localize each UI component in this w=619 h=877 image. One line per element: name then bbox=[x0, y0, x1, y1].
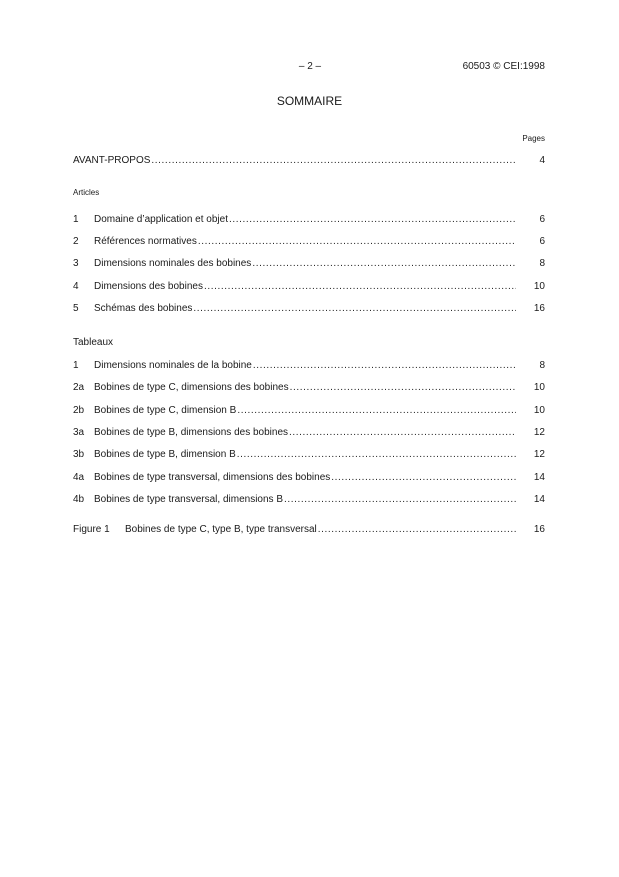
document-reference: 60503 © CEI:1998 bbox=[462, 61, 545, 72]
toc-leader-dots bbox=[237, 405, 516, 417]
toc-entry-table[interactable] bbox=[73, 472, 545, 484]
toc-entry-title: Schémas des bobines bbox=[94, 303, 193, 314]
toc-entry-title: Bobines de type C, type B, type transversal bbox=[125, 524, 317, 535]
toc-leader-dots bbox=[290, 382, 516, 394]
toc-entry-page: 8 bbox=[539, 258, 545, 269]
toc-leader-dots bbox=[229, 214, 516, 226]
toc-entry-foreword[interactable] bbox=[73, 155, 545, 167]
toc-entry-number: 2a bbox=[73, 382, 85, 393]
toc-entry-table[interactable] bbox=[73, 449, 545, 461]
toc-entry-title: AVANT-PROPOS bbox=[73, 155, 151, 166]
toc-entry-table[interactable] bbox=[73, 405, 545, 417]
toc-entry-page: 8 bbox=[539, 360, 545, 371]
toc-entry-page: 10 bbox=[533, 382, 545, 393]
toc-leader-dots bbox=[253, 360, 516, 372]
toc-leader-dots bbox=[237, 449, 516, 461]
toc-entry-title: Bobines de type transversal, dimensions B bbox=[94, 494, 283, 505]
toc-entry-number: Figure 1 bbox=[73, 524, 110, 535]
toc-entry-title: Références normatives bbox=[94, 236, 197, 247]
toc-entry-title: Dimensions nominales de la bobine bbox=[94, 360, 252, 371]
toc-entry-number: 2 bbox=[73, 236, 79, 247]
toc-entry-page: 12 bbox=[533, 449, 545, 460]
toc-entry-page: 16 bbox=[533, 303, 545, 314]
toc-leader-dots bbox=[289, 427, 516, 439]
toc-entry-page: 14 bbox=[533, 472, 545, 483]
toc-entry-page: 10 bbox=[533, 405, 545, 416]
toc-leader-dots bbox=[193, 303, 516, 315]
toc-entry-page: 14 bbox=[533, 494, 545, 505]
toc-entry-title: Bobines de type transversal, dimensions des bobines bbox=[94, 472, 331, 483]
toc-entry-article[interactable] bbox=[73, 214, 545, 226]
toc-entry-article[interactable] bbox=[73, 258, 545, 270]
toc-entry-article[interactable] bbox=[73, 281, 545, 293]
page-title: SOMMAIRE bbox=[276, 94, 343, 108]
toc-entry-number: 2b bbox=[73, 405, 85, 416]
toc-entry-article[interactable] bbox=[73, 303, 545, 315]
toc-entry-table[interactable] bbox=[73, 494, 545, 506]
articles-section-label: Articles bbox=[73, 188, 100, 197]
toc-leader-dots bbox=[198, 236, 516, 248]
toc-entry-number: 3b bbox=[73, 449, 85, 460]
toc-entry-number: 3 bbox=[73, 258, 79, 269]
toc-entry-number: 1 bbox=[73, 360, 79, 371]
tables-section-label: Tableaux bbox=[73, 337, 114, 348]
toc-entry-table[interactable] bbox=[73, 427, 545, 439]
toc-entry-number: 1 bbox=[73, 214, 79, 225]
toc-entry-page: 6 bbox=[539, 214, 545, 225]
toc-entry-page: 6 bbox=[539, 236, 545, 247]
toc-entry-title: Domaine d’application et objet bbox=[94, 214, 228, 225]
toc-entry-article[interactable] bbox=[73, 236, 545, 248]
toc-entry-page: 4 bbox=[539, 155, 545, 166]
toc-entry-title: Dimensions nominales des bobines bbox=[94, 258, 252, 269]
toc-leader-dots bbox=[252, 258, 516, 270]
toc-entry-page: 12 bbox=[533, 427, 545, 438]
toc-entry-number: 4a bbox=[73, 472, 85, 483]
toc-entry-number: 5 bbox=[73, 303, 79, 314]
toc-entry-table[interactable] bbox=[73, 382, 545, 394]
toc-leader-dots bbox=[331, 472, 516, 484]
toc-entry-title: Bobines de type C, dimension B bbox=[94, 405, 237, 416]
toc-entry-figure[interactable] bbox=[73, 524, 545, 536]
toc-entry-page: 10 bbox=[533, 281, 545, 292]
pages-column-label: Pages bbox=[522, 134, 545, 143]
toc-entry-title: Bobines de type B, dimensions des bobines bbox=[94, 427, 289, 438]
toc-leader-dots bbox=[151, 155, 516, 167]
toc-leader-dots bbox=[318, 524, 516, 536]
page-number: – 2 – bbox=[298, 61, 322, 72]
toc-entry-number: 4 bbox=[73, 281, 79, 292]
toc-leader-dots bbox=[204, 281, 516, 293]
toc-entry-number: 3a bbox=[73, 427, 85, 438]
toc-entry-title: Bobines de type C, dimensions des bobines bbox=[94, 382, 289, 393]
toc-entry-number: 4b bbox=[73, 494, 85, 505]
toc-entry-title: Dimensions des bobines bbox=[94, 281, 203, 292]
toc-entry-page: 16 bbox=[533, 524, 545, 535]
toc-entry-title: Bobines de type B, dimension B bbox=[94, 449, 236, 460]
toc-leader-dots bbox=[284, 494, 516, 506]
toc-entry-table[interactable] bbox=[73, 360, 545, 372]
